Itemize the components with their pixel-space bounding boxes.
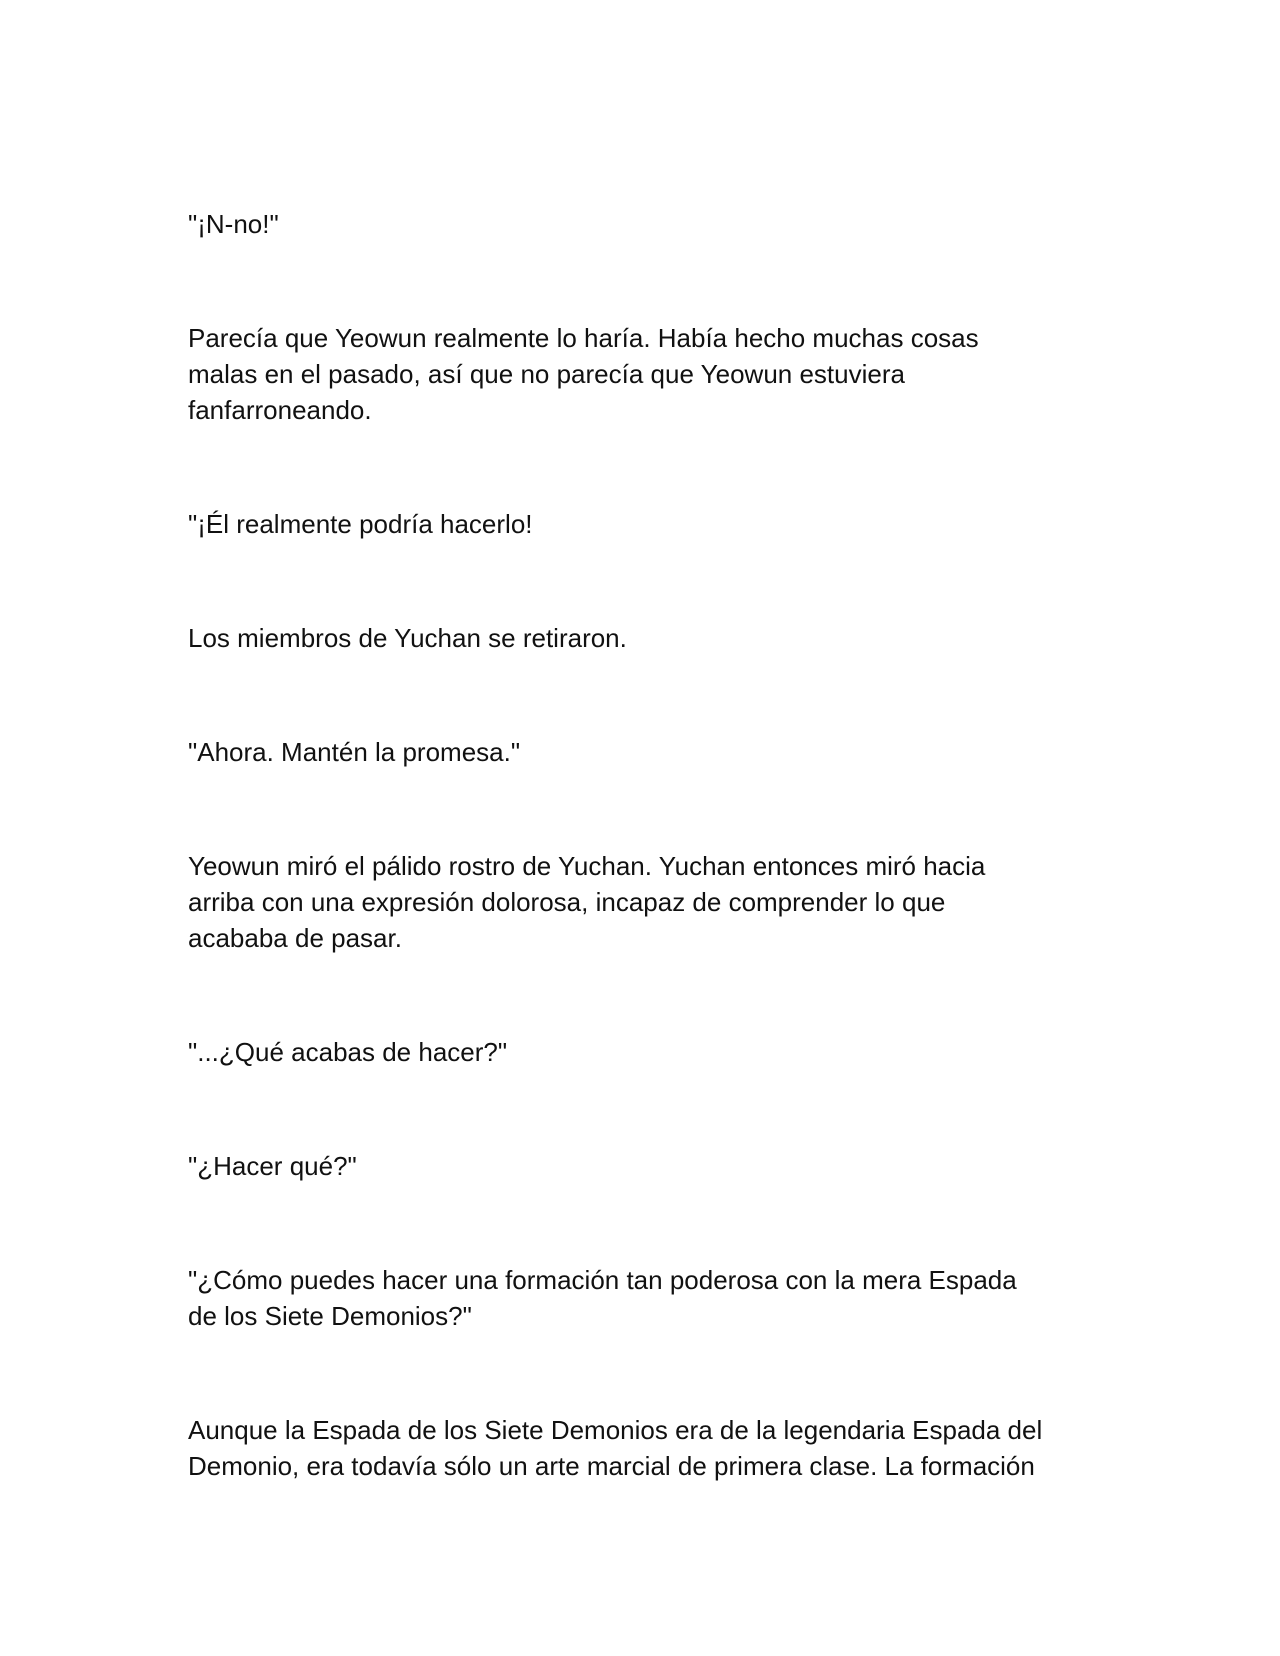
paragraph: Los miembros de Yuchan se retiraron.	[188, 623, 627, 653]
paragraph: Yeowun miró el pálido rostro de Yuchan. Yuchan entonces miró hacia arriba con una expresión dolorosa, incapaz de comprender lo que acababa de pasar.	[188, 851, 986, 953]
paragraph: "¡Él realmente podría hacerlo!	[188, 509, 533, 539]
paragraph: "Ahora. Mantén la promesa."	[188, 737, 521, 767]
paragraph: Aunque la Espada de los Siete Demonios era de la legendaria Espada del Demonio, era todavía sólo un arte marcial de primera clase. La formación	[188, 1415, 1043, 1481]
paragraph: "¿Cómo puedes hacer una formación tan poderosa con la mera Espada de los Siete Demonios?"	[188, 1265, 1017, 1331]
paragraph: Parecía que Yeowun realmente lo haría. Había hecho muchas cosas malas en el pasado, así que no parecía que Yeowun estuviera fanfarroneando.	[188, 323, 979, 425]
paragraph: "...¿Qué acabas de hacer?"	[188, 1037, 508, 1067]
paragraph: "¿Hacer qué?"	[188, 1151, 357, 1181]
paragraph: "¡N-no!"	[188, 209, 279, 239]
